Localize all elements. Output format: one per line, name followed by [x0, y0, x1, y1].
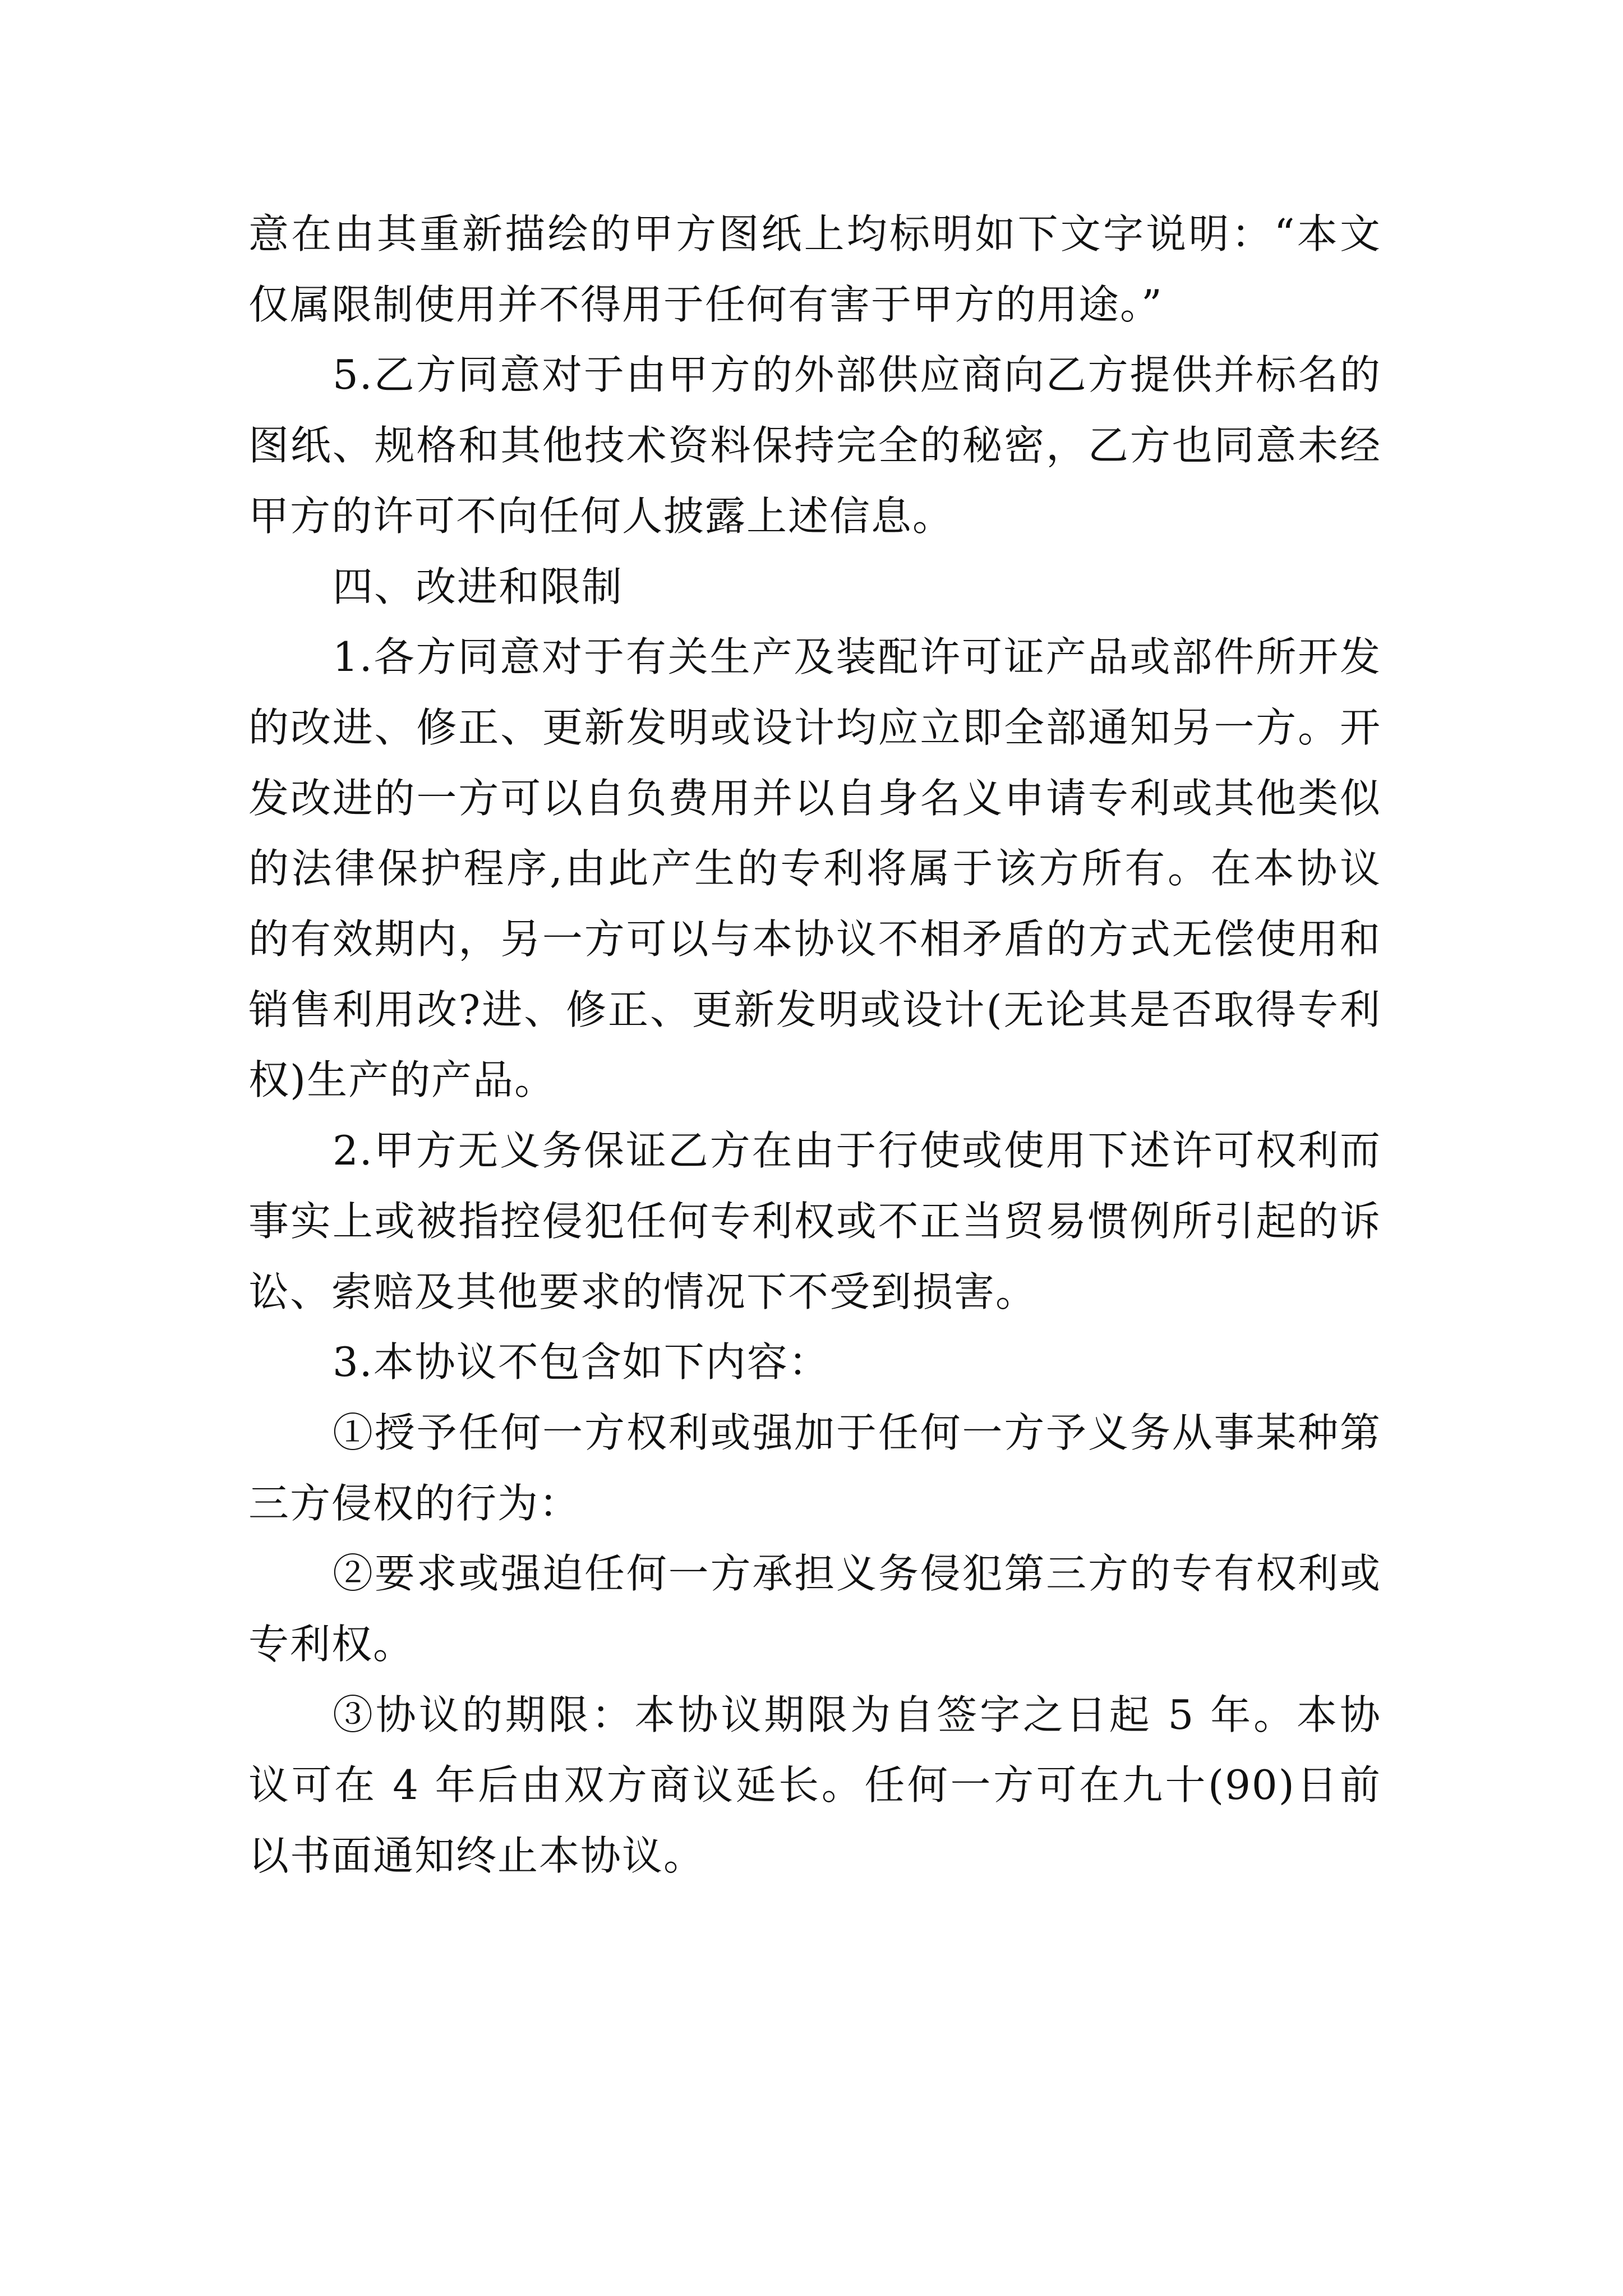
section-heading-improvements: 四、改进和限制 [333, 563, 624, 610]
paragraph-clause-5: 5.乙方同意对于由甲方的外部供应商向乙方提供并标名的图纸、规格和其他技术资料保持完全的秘密，乙方也同意未经甲方的许可不向任何人披露上述信息。 [248, 351, 1381, 540]
document-body [248, 199, 1381, 1892]
paragraph-item-2: ②要求或强迫任何一方承担义务侵犯第三方的专有权利或专利权。 [248, 1550, 1381, 1668]
paragraph-clause-2: 2.甲方无义务保证乙方在由于行使或使用下述许可权利而事实上或被指控侵犯任何专利权或不正当贸易惯例所引起的诉讼、索赔及其他要求的情况下不受到损害。 [248, 1127, 1381, 1315]
paragraph-clause-3: 3.本协议不包含如下内容： [333, 1338, 830, 1386]
paragraph-continuation: 意在由其重新描绘的甲方图纸上均标明如下文字说明：“本文仅属限制使用并不得用于任何有害于甲方的用途。” [248, 210, 1381, 328]
paragraph-item-3: ③协议的期限：本协议期限为自签字之日起 5 年。本协议可在 4 年后由双方商议延长。任何一方可在九十(90)日前以书面通知终止本协议。 [248, 1691, 1381, 1880]
paragraph-item-1: ①授予任何一方权利或强加于任何一方予义务从事某种第三方侵权的行为： [248, 1409, 1381, 1527]
paragraph-clause-1: 1.各方同意对于有关生产及装配许可证产品或部件所开发的改进、修正、更新发明或设计均应立即全部通知另一方。开发改进的一方可以自负费用并以自身名义申请专利或其他类似的法律保护程序,由此产生的专利将属于该方所有。在本协议的有效期内，另一方可以与本协议不相矛盾的方式无偿使用和销售利用改?进、修正、更新发明或设计(无论其是否取得专利权)生产的产品。 [248, 633, 1381, 1104]
